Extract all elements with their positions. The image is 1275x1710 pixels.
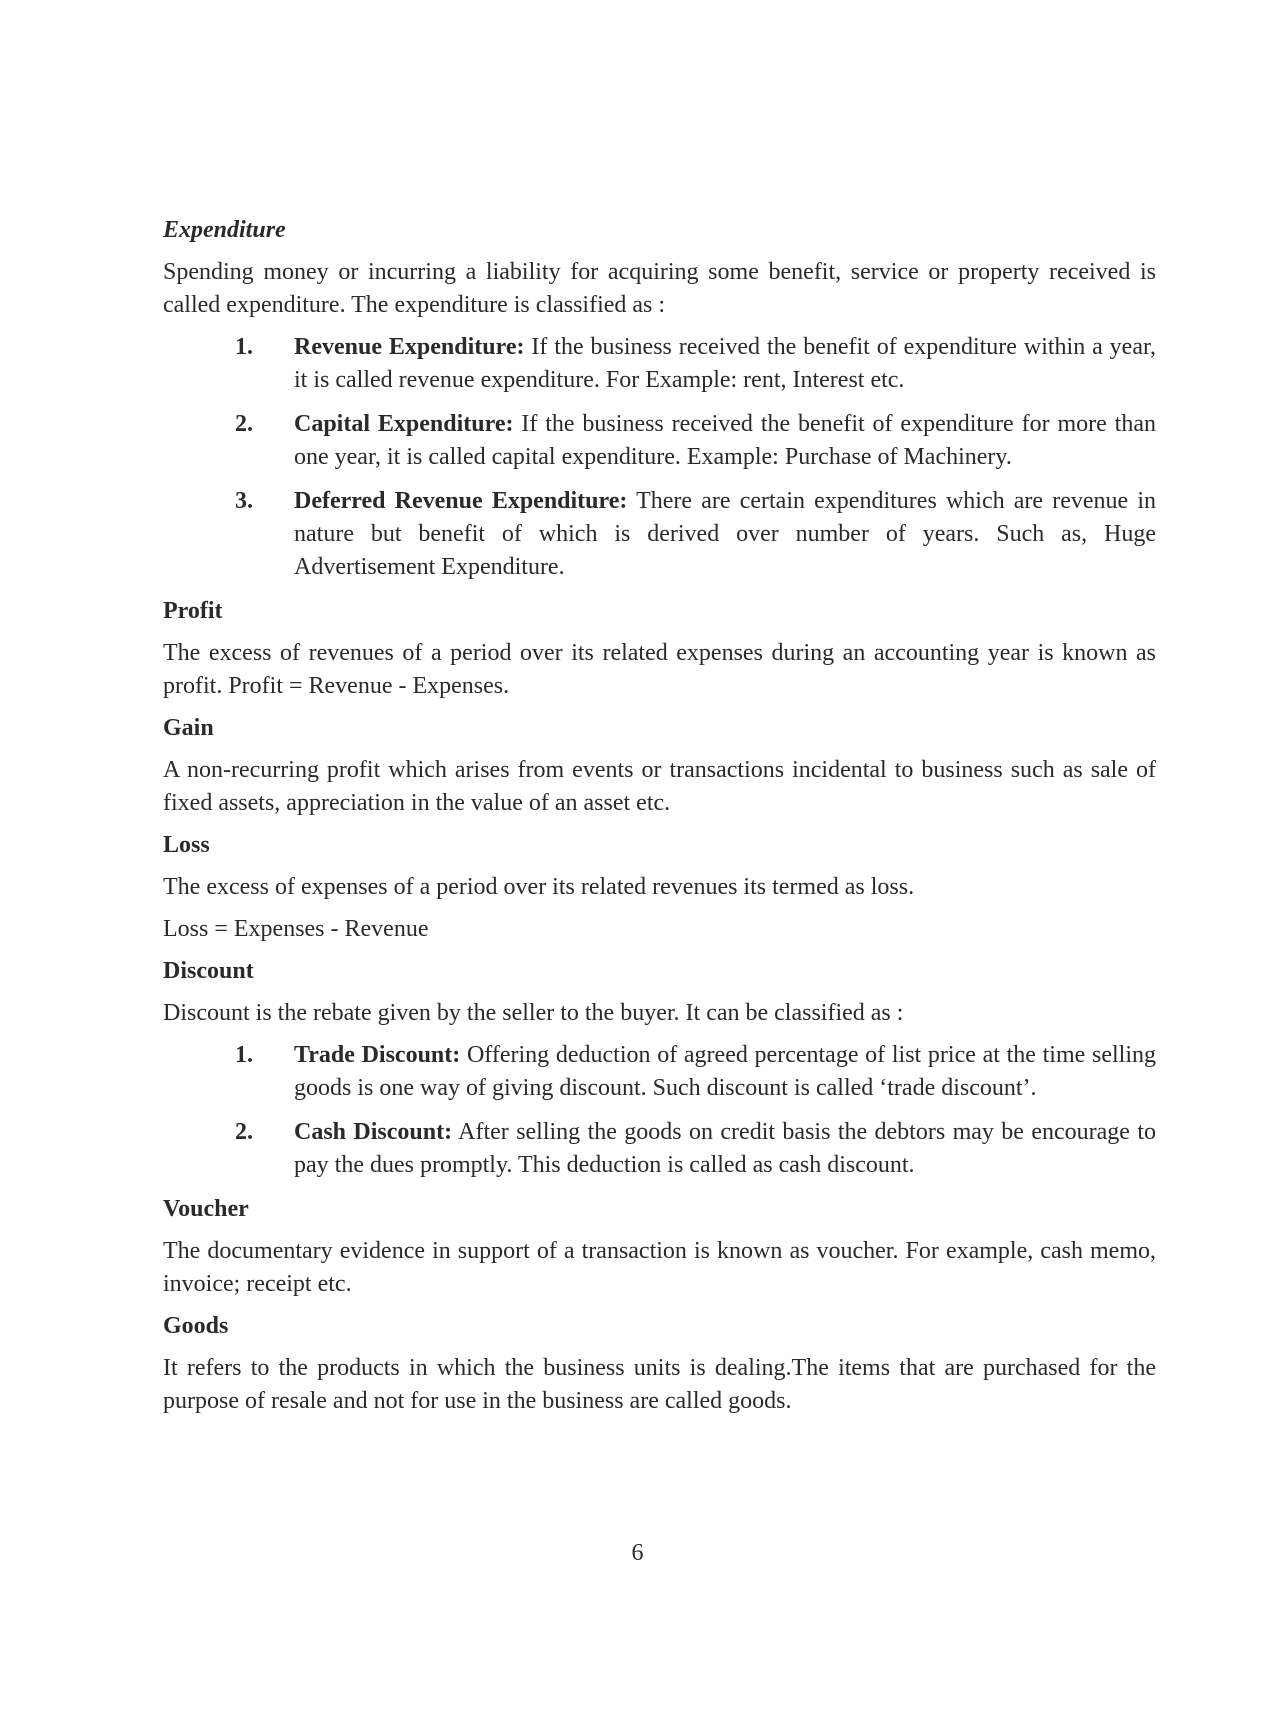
list-item	[163, 408, 1156, 474]
section-heading-goods: Goods	[163, 1313, 229, 1339]
list-item	[163, 1039, 1156, 1105]
expenditure-list	[163, 331, 1156, 584]
list-item	[163, 485, 1156, 584]
section-heading-gain: Gain	[163, 715, 214, 741]
list-item-text: There are certain expenditures which are revenue in nature but benefit of which is derived over number of years. Such as, Huge Advertisement Expenditure.	[294, 488, 1156, 580]
list-item-term: Deferred Revenue Expenditure:	[294, 488, 628, 514]
list-item-number: 2.	[235, 1119, 253, 1145]
list-item-number: 1.	[235, 334, 253, 360]
goods-text: It refers to the products in which the business units is dealing.The items that are purchased for the purpose of resale and not for use in the business are called goods.	[163, 1355, 1156, 1414]
list-item-number: 2.	[235, 411, 253, 437]
list-item-term: Trade Discount:	[294, 1042, 461, 1068]
section-heading-expenditure: Expenditure	[163, 217, 286, 243]
list-item-number: 3.	[235, 488, 253, 514]
list-item-term: Capital Expenditure:	[294, 411, 514, 437]
list-item-number: 1.	[235, 1042, 253, 1068]
discount-list	[163, 1039, 1156, 1182]
gain-text: A non-recurring profit which arises from events or transactions incidental to business such as sale of fixed assets, appreciation in the value of an asset etc.	[163, 757, 1156, 816]
list-item-text: Offering deduction of agreed percentage of list price at the time selling goods is one way of giving discount. Such discount is called ‘trade discount’.	[294, 1042, 1156, 1101]
section-heading-loss: Loss	[163, 832, 210, 858]
list-item-term: Revenue Expenditure:	[294, 334, 525, 360]
loss-formula: Loss = Expenses - Revenue	[163, 916, 429, 942]
list-item	[163, 1116, 1156, 1182]
loss-text: The excess of expenses of a period over its related revenues its termed as loss.	[163, 874, 915, 900]
page-content	[163, 214, 1156, 1427]
list-item-text: After selling the goods on credit basis the debtors may be encourage to pay the dues promptly. This deduction is called as cash discount.	[294, 1119, 1156, 1178]
page-number: 6	[631, 1540, 644, 1566]
list-item-term: Cash Discount:	[294, 1119, 453, 1145]
list-item-text: If the business received the benefit of expenditure within a year, it is called revenue expenditure. For Example: rent, Interest etc.	[294, 334, 1157, 393]
list-item	[163, 331, 1156, 397]
section-heading-profit: Profit	[163, 598, 223, 624]
profit-text: The excess of revenues of a period over its related expenses during an accounting year is known as profit. Profit = Revenue - Expenses.	[163, 640, 1156, 699]
section-heading-discount: Discount	[163, 958, 254, 984]
list-item-text: If the business received the benefit of expenditure for more than one year, it is called capital expenditure. Example: Purchase of Machinery.	[294, 411, 1156, 470]
section-heading-voucher: Voucher	[163, 1196, 249, 1222]
discount-intro: Discount is the rebate given by the seller to the buyer. It can be classified as :	[163, 1000, 904, 1026]
expenditure-intro: Spending money or incurring a liability for acquiring some benefit, service or property received is called expenditure. The expenditure is classified as :	[163, 259, 1156, 318]
voucher-text: The documentary evidence in support of a transaction is known as voucher. For example, cash memo, invoice; receipt etc.	[163, 1238, 1156, 1297]
